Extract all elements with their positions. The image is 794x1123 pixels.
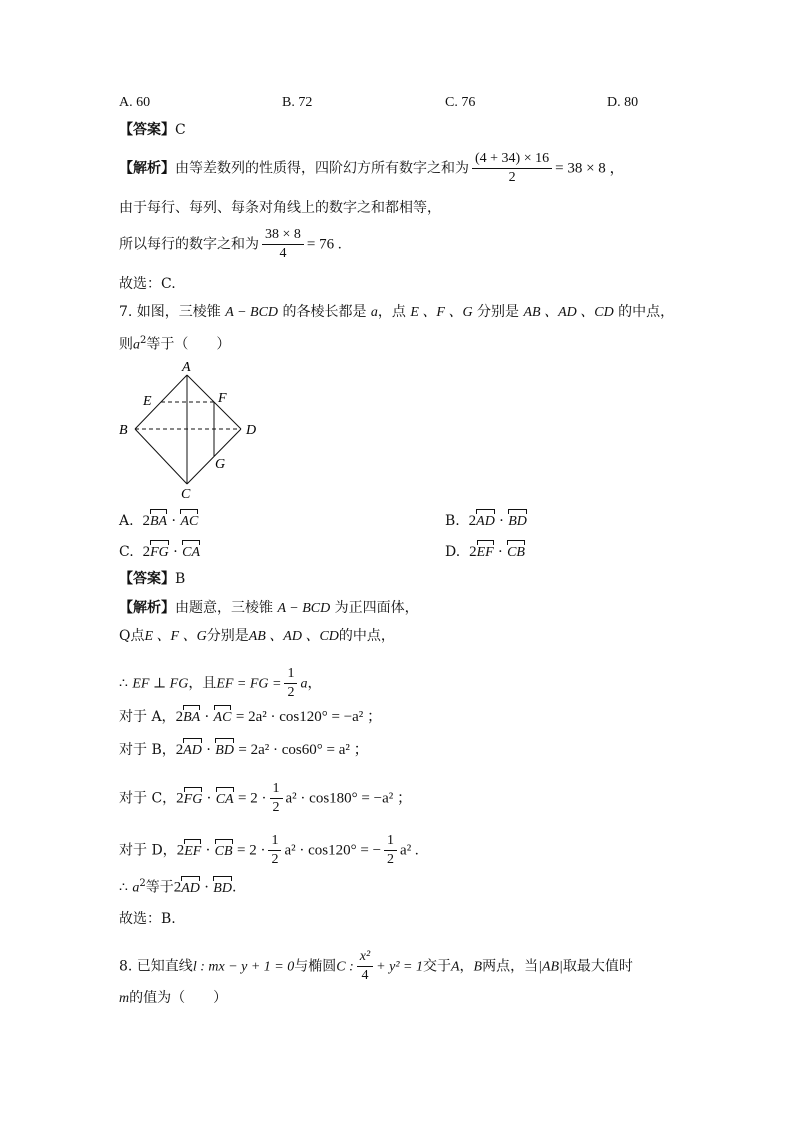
q8-stem-line2: m的值为（ ） [119,990,228,1006]
edge-bc [135,429,187,484]
answer-tag: 【答案】 [119,122,175,138]
label-b: B [119,423,128,438]
answer-value: C [175,122,186,138]
analysis-text: 由等差数列的性质得，四阶幻方所有数字之和为 [175,160,469,177]
q6-answer [119,120,186,140]
q7-option-c: C. 2FG · CA [119,542,200,563]
q7-conclusion: 故选：B. [119,911,176,927]
q7-analysis-line2: Q点E 、F 、G分别是AB 、AD 、CD的中点， [119,628,395,644]
tetrahedron-figure [115,360,275,500]
label-a: A [182,360,191,375]
q7-for-a: 对于 A，2BA · AC = 2a² · cos120° = −a² ； [119,707,382,728]
label-e: E [143,394,152,409]
q6-option-d: D. 80 [607,95,639,110]
q6-option-c: C. 76 [445,95,476,110]
label-g: G [215,457,226,472]
analysis-tag: 【解析】 [119,160,175,177]
analysis-text: 所以每行的数字之和为 [119,236,259,253]
q6-analysis-line3 [119,226,342,263]
q7-stem-line2: 则$a^2$等于（ ） [119,335,231,353]
label-f: F [218,391,227,406]
q8-stem-line1: 8. 已知直线l : mx − y + 1 = 0与椭圆C : $\frac{\text{x²}}{4}$ + y² = 1交于A，B两点，当|AB|取最大值时 [119,949,633,983]
q7-stem-line1: 7. 如图，三棱锥 A − BCD 的各棱长都是 a，点 E 、F 、G 分别是 AB 、AD 、CD 的中点， [119,304,675,320]
q6-conclusion: 故选：C. [119,276,176,292]
q7-for-c: 对于 C，2FG · CA = 2 · $\frac{1}{2}$ a² · cos180° = −a² ； [119,781,412,815]
analysis-tail: = 76 . [306,236,342,253]
q7-answer: 【答案】B [119,571,186,587]
fraction: $\frac{38 \times 8}{4}$ [262,226,304,263]
q7-for-b: 对于 B，2AD · BD = 2a² · cos60° = a² ； [119,740,369,761]
q7-for-d: 对于 D，2EF · CB = 2 · $\frac{1}{2}$ a² · cos120° = − $\frac{1}{2}$ a² . [119,833,419,867]
q7-analysis-line1: 【解析】由题意，三棱锥 A − BCD 为正四面体， [119,600,419,616]
q6-option-a: A. 60 [119,95,151,110]
q7-option-d: D. 2EF · CB [445,542,525,563]
q7-option-a: A. 2BA · AC [119,511,198,532]
q6-analysis-line2: 由于每行、每列、每条对角线上的数字之和都相等， [119,200,441,216]
analysis-tail: = 38 × 8 ， [555,160,625,177]
label-c: C [181,487,191,500]
q7-so-line: ∴ $a^2$等于2AD · BD. [119,874,236,899]
q7-option-b: B. 2AD · BD [445,511,527,532]
q7-analysis-line3: ∴ EF ⊥ FG，且EF = FG = $\frac{1}{2}$ a， [119,666,322,700]
q6-analysis-line1 [119,150,625,187]
fraction: $\frac{(4 + 34) \times 16}{2}$ [472,150,552,187]
q6-option-b: B. 72 [282,95,313,110]
label-d: D [246,423,257,438]
